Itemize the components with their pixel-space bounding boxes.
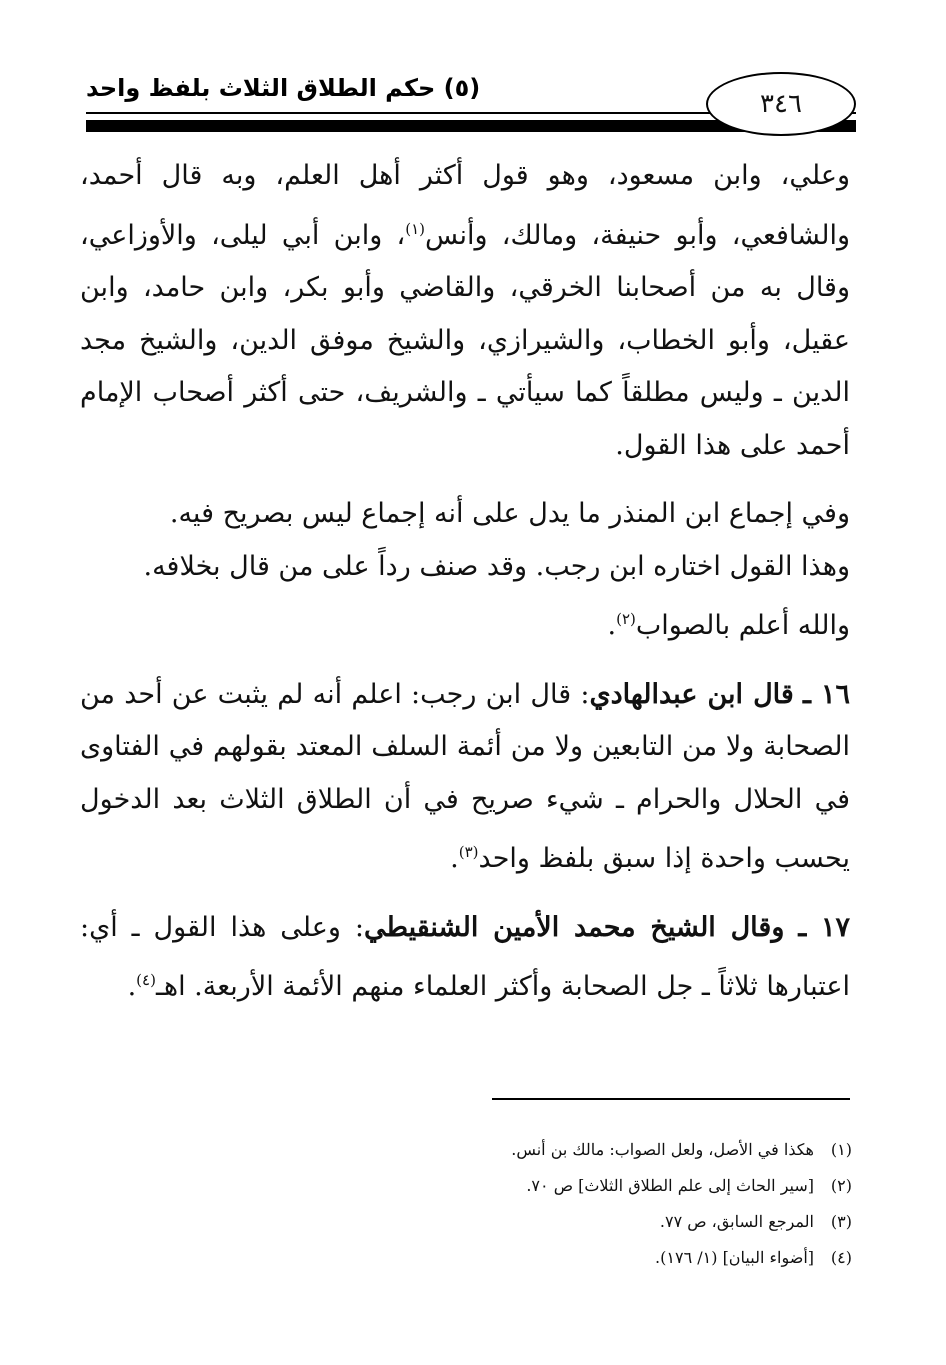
paragraph-4-part-b: . (607, 610, 617, 641)
footnote-number: (٢) (830, 1176, 852, 1195)
item-17-end: . (127, 971, 137, 1002)
footnote-ref-3[interactable]: (٣) (458, 843, 479, 861)
item-17-text: : وعلى هذا القول ـ أي: اعتبارها ثلاثاً ـ جل الصحابة وأكثر العلماء منهم الأئمة الأربعة. اهـ (80, 911, 850, 1002)
footnote-3 (352, 1204, 852, 1240)
item-17-number: ١٧ ـ (798, 911, 851, 943)
item-16-text: : قال ابن رجب: اعلم أنه لم يثبت عن أحد من الصحابة ولا من التابعين ولا من أئمة السلف المعتد بقولهم في الفتاوى في الحلال والحرام ـ شيء صريح في أن الطلاق الثلاث بعد الدخول يحسب واحدة إذا سبق بلفظ واحد (80, 678, 850, 874)
footnote-text: [سير الحاث إلى علم الطلاق الثلاث] ص ٧٠. (526, 1176, 814, 1195)
footnote-4 (352, 1240, 852, 1276)
footnote-number: (٤) (830, 1248, 852, 1267)
footnote-2 (352, 1168, 852, 1204)
paragraph-1-part-a: وعلي، وابن مسعود، وهو قول أكثر أهل العلم، وبه قال أحمد، والشافعي، وأبو حنيفة، ومالك، وأنس (80, 160, 850, 251)
item-16-end: . (450, 843, 459, 874)
page-header (86, 72, 856, 140)
footnote-separator (492, 1098, 850, 1100)
footnote-1 (352, 1132, 852, 1168)
paragraph-4 (80, 593, 850, 653)
footnote-number: (١) (830, 1140, 852, 1159)
paragraph-1-part-b: ، وابن أبي ليلى، والأوزاعي، وقال به من أصحابنا الخرقي، والقاضي وأبو بكر، وابن حامد، وابن عقيل، وأبو الخطاب، والشيرازي، والشيخ موفق الدين، والشيخ مجد الدين ـ وليس مطلقاً كما سيأتي ـ والشريف، حتى أكثر أصحاب الإمام أحمد على هذا القول. (80, 219, 850, 461)
footnotes (352, 1132, 852, 1276)
page-number: ٣٤٦ (760, 89, 802, 119)
paragraph-2: وفي إجماع ابن المنذر ما يدل على أنه إجماع ليس بصريح فيه. (169, 498, 850, 529)
paragraph-3: وهذا القول اختاره ابن رجب. وقد صنف رداً على من قال بخلافه. (143, 550, 850, 582)
main-text (80, 150, 850, 1014)
footnote-ref-2[interactable]: (٢) (616, 610, 636, 628)
paragraph-4-part-a: والله أعلم بالصواب (635, 610, 850, 641)
footnote-number: (٣) (830, 1212, 852, 1231)
footnote-ref-1[interactable]: (١) (405, 219, 426, 238)
footnote-ref-4[interactable]: (٤) (136, 971, 156, 989)
item-17 (80, 902, 850, 1014)
running-title: (٥) حكم الطلاق الثلاث بلفظ واحد (86, 74, 481, 102)
footnote-text: المرجع السابق، ص ٧٧. (659, 1212, 814, 1231)
page-number-oval (706, 72, 856, 136)
footnote-text: هكذا في الأصل، ولعل الصواب: مالك بن أنس. (511, 1140, 814, 1159)
item-17-heading: وقال الشيخ محمد الأمين الشنقيطي (363, 911, 785, 943)
footnote-text: [أضواء البيان] (١/ ١٧٦). (655, 1248, 814, 1267)
paragraph-1 (80, 150, 850, 472)
item-16-heading: قال ابن عبدالهادي (589, 678, 794, 710)
item-16 (80, 669, 850, 886)
item-16-number: ١٦ ـ (803, 678, 851, 710)
